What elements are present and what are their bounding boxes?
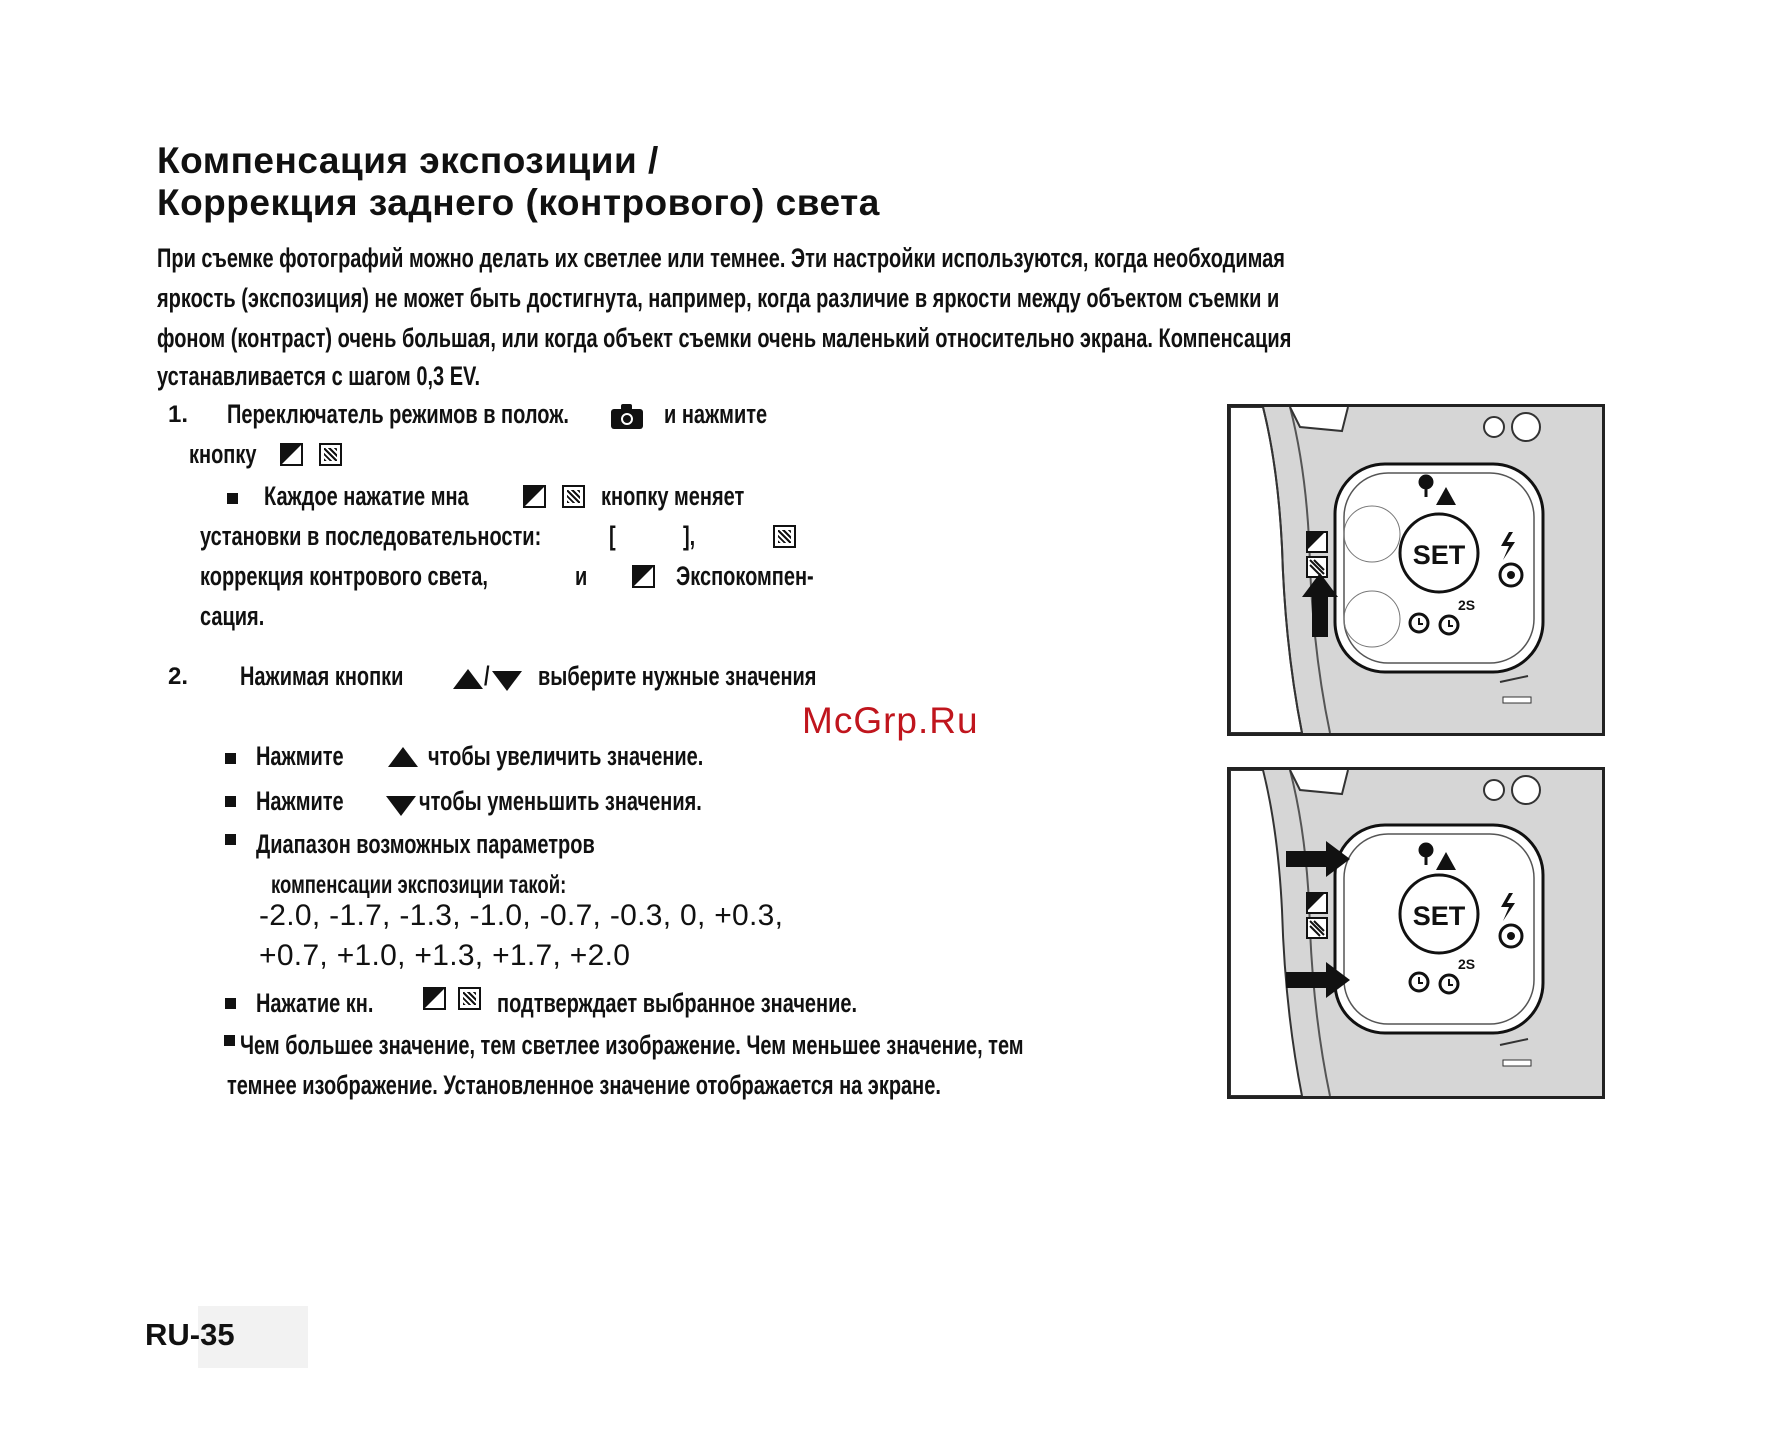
step2-b1-a: Нажмите [256, 741, 344, 771]
step1-text-c: кнопку [189, 439, 257, 469]
up-arrow-icon [388, 747, 418, 767]
camera-back-illustration [1230, 407, 1602, 733]
step1-sub-g: сация. [200, 601, 265, 631]
watermark: McGrp.Ru [802, 700, 979, 741]
backlight-icon [562, 485, 585, 508]
exposure-compensation-icon [280, 443, 303, 466]
self-timer-2s-label: 2S [1458, 597, 1476, 613]
exposure-compensation-icon [423, 987, 446, 1010]
exposure-compensation-icon [632, 565, 655, 588]
step2-slash: / [484, 661, 490, 691]
backlight-icon [319, 443, 342, 466]
step1-text-a: Переключатель режимов в полож. [227, 399, 569, 429]
bracket-close: ], [683, 521, 696, 551]
step1-sub-d: коррекция контрового света, [200, 561, 488, 591]
bullet-icon [227, 493, 238, 504]
page-number: RU-35 [145, 1317, 235, 1352]
step2-text-a: Нажимая кнопки [240, 661, 404, 691]
step2-b4-a: Нажатие кн. [256, 988, 374, 1018]
step2-b5-b: темнее изображение. Установленное значение отображается на экране. [227, 1070, 941, 1100]
step1-sub-a: Каждое нажатие мна [264, 481, 469, 511]
up-arrow-icon [453, 669, 483, 689]
step1-number: 1. [168, 401, 189, 428]
bullet-icon [225, 998, 236, 1009]
bullet-icon [225, 834, 236, 845]
page-title: Компенсация экспозиции / [157, 140, 659, 181]
step1-sub-f: Экспокомпен- [676, 561, 814, 591]
step1-sub-b: кнопку меняет [601, 481, 745, 511]
step2-number: 2. [168, 663, 189, 690]
camera-back-illustration [1230, 770, 1602, 1096]
intro-line-1: При съемке фотографий можно делать их светлее или темнее. Эти настройки используются, когда необходимая [157, 243, 1285, 273]
intro-line-3: фоном (контраст) очень большая, или когда объект съемки очень маленький относительно экрана. Компенсация [157, 323, 1292, 353]
down-arrow-icon [492, 671, 522, 691]
step2-text-b: выберите нужные значения [538, 661, 817, 691]
step2-b5-a: Чем большее значение, тем светлее изображение. Чем меньшее значение, тем [240, 1030, 1024, 1060]
step1-sub-e: и [575, 561, 588, 591]
bracket-open: [ [609, 521, 616, 551]
step2-b3-a: Диапазон возможных параметров [256, 829, 595, 859]
bullet-icon [225, 753, 236, 764]
page-subtitle: Коррекция заднего (контрового) света [157, 182, 880, 223]
camera-icon [611, 409, 643, 429]
step2-b2-b: чтобы уменьшить значения. [419, 786, 702, 816]
step2-b2-a: Нажмите [256, 786, 344, 816]
step2-b4-b: подтверждает выбранное значение. [497, 988, 858, 1018]
bullet-icon [225, 796, 236, 807]
self-timer-2s-label: 2S [1458, 956, 1476, 972]
step1-sub-c: установки в последовательности: [200, 521, 542, 551]
down-arrow-icon [386, 796, 416, 816]
set-button-label: SET [1412, 901, 1466, 931]
step2-b3-b: компенсации экспозиции такой: [271, 871, 567, 899]
intro-line-2: яркость (экспозиция) не может быть достигнута, например, когда различие в яркости между объектом съемки и [157, 283, 1280, 313]
camera-diagram-2 [1227, 767, 1605, 1099]
bullet-icon [224, 1035, 235, 1046]
step2-b1-b: чтобы увеличить значение. [428, 741, 704, 771]
camera-diagram-1 [1227, 404, 1605, 736]
exposure-compensation-icon [523, 485, 546, 508]
step1-text-b: и нажмите [664, 399, 768, 429]
ev-range-line-2: +0.7, +1.0, +1.3, +1.7, +2.0 [259, 939, 631, 972]
backlight-icon [773, 525, 796, 548]
backlight-icon [458, 987, 481, 1010]
ev-range-line-1: -2.0, -1.7, -1.3, -1.0, -0.7, -0.3, 0, +0.3, [259, 899, 784, 932]
intro-line-4: устанавливается с шагом 0,3 EV. [157, 361, 481, 391]
set-button-label: SET [1412, 540, 1466, 570]
